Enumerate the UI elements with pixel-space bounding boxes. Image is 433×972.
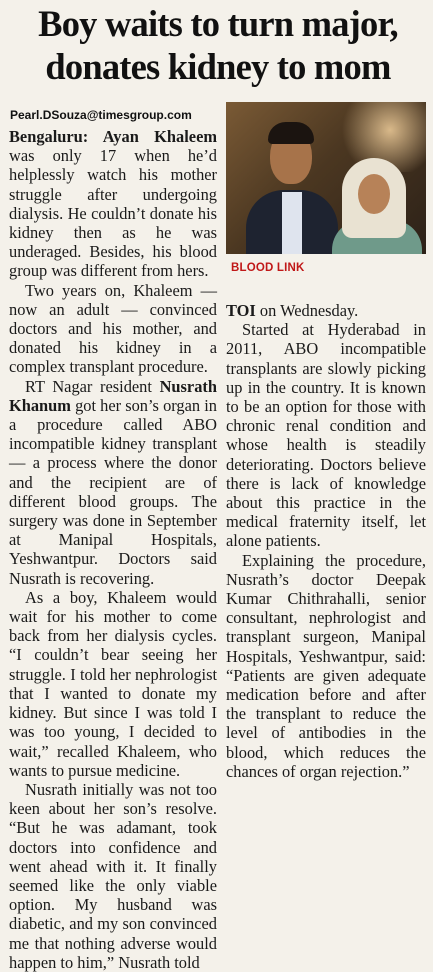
paragraph-3: RT Nagar resident Nusrath Khanum got her son’s organ in a procedure called ABO incompatible kidney transplant — a process where the donor and the recipient are of different blood groups. The surgery was done in September at Manipal Hospitals, Yeshwantpur. Doctors said Nusrath is recovering. [9, 376, 217, 588]
headline-line-2: donates kidney to mom [45, 46, 391, 87]
byline[interactable]: Pearl.DSouza@timesgroup.com [10, 108, 192, 122]
toi-mention: TOI [226, 301, 256, 320]
article-column-right [226, 301, 426, 781]
photo-caption: BLOOD LINK [231, 262, 305, 274]
paragraph-1: Bengaluru: Ayan Khaleem was only 17 when he’d helplessly watch his mother struggle after undergoing dialysis. He couldn’t donate his kidney then as he was underaged. Besides, his blood group was different from hers. [9, 127, 217, 281]
paragraph-7: Explaining the procedure, Nusrath’s doctor Deepak Kumar Chithrahalli, senior consultant, nephrologist and transplant surgeon, Manipal Hospitals, Yeshwantpur, said: “Patients are given adequate medication before and after the transplant to reduce the level of antibodies in the blood, which reduces the chances of organ rejection.” [226, 550, 426, 781]
article-column-left [9, 127, 217, 972]
paragraph-4: As a boy, Khaleem would wait for his mother to come back from her dialysis cycles. “I couldn’t bear seeing her struggle. I told her nephrologist that I wanted to donate my kidney. But since I was told I was too young, I decided to wait,” recalled Khaleem, who wants to pursue medicine. [9, 587, 217, 780]
paragraph-5: Nusrath initially was not too keen about her son’s resolve. “But he was adamant, took doctors into confidence and went ahead with it. It finally seemed like the only viable option. My husband was diabetic, and my son convinced me that nothing adverse would happen to him,” Nusrath told [9, 779, 217, 972]
dateline: Bengaluru: Ayan Khaleem [9, 127, 217, 146]
headline-line-1: Boy waits to turn major, [38, 3, 398, 44]
recipient-name: Nusrath Khanum [9, 376, 217, 415]
paragraph-2: Two years on, Khaleem — now an adult — convinced doctors and his mother, and donated his kidney in a complex transplant procedure. [9, 280, 217, 377]
paragraph-5-continued: TOI on Wednesday. [226, 301, 359, 320]
article-photo [226, 102, 426, 254]
paragraph-6: Started at Hyderabad in 2011, ABO incompatible transplants are slowly picking up in the country. It is known to be an option for those with chronic renal condition and whose health is steadily deteriorating. Doctors believe there is lack of knowledge about this practice in the medical fraternity itself, let alone patients. [226, 320, 426, 551]
headline [6, 2, 430, 88]
